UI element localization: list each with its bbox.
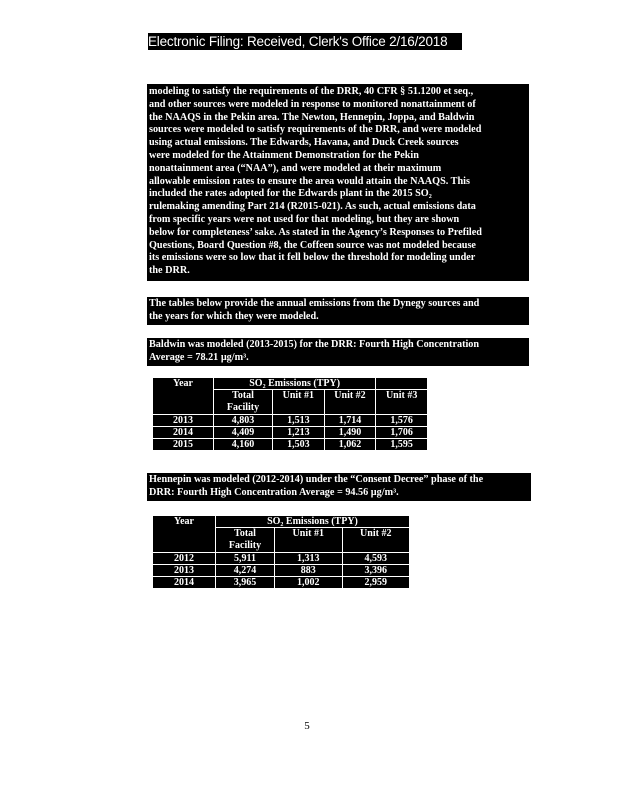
year-header: Year: [153, 378, 214, 415]
text-line: below for completeness’ sake. As stated in the Agency’s Responses to Prefiled: [149, 226, 482, 238]
table-cell: 2014: [153, 427, 214, 439]
table-cell: 1,213: [273, 427, 325, 439]
text-line: nonattainment area (“NAA”), and were modeled at their maximum: [149, 162, 442, 174]
text-line: using actual emissions. The Edwards, Havana, and Duck Creek sources: [149, 137, 459, 149]
table-row: [153, 427, 428, 439]
column-header: Total Facility: [214, 390, 273, 415]
table-cell: 2014: [153, 577, 216, 589]
table-cell: 1,062: [324, 439, 376, 451]
text-line: the DRR.: [149, 265, 190, 277]
so2-emissions-header: SO₂ Emissions (TPY): [216, 516, 410, 528]
blank-header-cell: [376, 378, 428, 390]
table-header-row: [153, 516, 410, 528]
text-line: its emissions were so low that it fell below the threshold for modeling under: [149, 252, 476, 264]
table-cell: 1,490: [324, 427, 376, 439]
table-row: [153, 439, 428, 451]
hennepin-emissions-table: [152, 515, 410, 589]
paragraph-tables-intro: [147, 297, 529, 325]
text-line: DRR: Fourth High Concentration Average = 94.56 µg/m³.: [149, 486, 399, 498]
baldwin-emissions-table: [152, 377, 428, 451]
text-line: Baldwin was modeled (2013-2015) for the DRR: Fourth High Concentration: [149, 339, 480, 350]
table-cell: 3,396: [342, 565, 410, 577]
table-cell: 1,313: [275, 553, 343, 565]
year-header: Year: [153, 516, 216, 553]
table-row: [153, 415, 428, 427]
table-cell: 1,513: [273, 415, 325, 427]
table-cell: 2013: [153, 415, 214, 427]
table-cell: 1,576: [376, 415, 428, 427]
text-line: The tables below provide the annual emissions from the Dynegy sources and: [149, 298, 480, 309]
so2-emissions-header: SO₂ Emissions (TPY): [214, 378, 376, 390]
column-header: Total Facility: [216, 528, 275, 553]
text-line: sources were modeled to satisfy requirements of the DRR, and were modeled: [149, 124, 482, 136]
table-cell: 1,714: [324, 415, 376, 427]
text-line: the NAAQS in the Pekin area. The Newton, Hennepin, Joppa, and Baldwin: [149, 111, 475, 123]
hennepin-caption: [147, 473, 531, 501]
table-cell: 1,002: [275, 577, 343, 589]
text-line: allowable emission rates to ensure the area would attain the NAAQS. This: [149, 175, 470, 187]
table-cell: 4,803: [214, 415, 273, 427]
text-line: Average = 78.21 µg/m³.: [149, 351, 249, 363]
table-row: [153, 553, 410, 565]
table-cell: 3,965: [216, 577, 275, 589]
table-cell: 2,959: [342, 577, 410, 589]
page-number: 5: [304, 720, 310, 732]
column-header: Unit #1: [273, 390, 325, 415]
text-line: Questions, Board Question #8, the Coffeen source was not modeled because: [149, 239, 476, 251]
table-header-row: [153, 378, 428, 390]
text-line: Hennepin was modeled (2012-2014) under the “Consent Decree” phase of the: [149, 474, 484, 485]
table-cell: 1,503: [273, 439, 325, 451]
text-line: and other sources were modeled in response to monitored nonattainment of: [149, 98, 476, 110]
table-cell: 4,593: [342, 553, 410, 565]
column-header: Unit #2: [324, 390, 376, 415]
text-line: modeling to satisfy the requirements of the DRR, 40 CFR § 51.1200 et seq.,: [149, 86, 474, 97]
table-row: [153, 565, 410, 577]
text-line: from specific years were not used for that modeling, but they are shown: [149, 213, 460, 225]
table-cell: 4,160: [214, 439, 273, 451]
table-cell: 1,706: [376, 427, 428, 439]
table-cell: 2012: [153, 553, 216, 565]
table-cell: 4,409: [214, 427, 273, 439]
paragraph-modeling-context: [147, 84, 529, 281]
baldwin-caption: [147, 338, 529, 366]
text-line: were modeled for the Attainment Demonstration for the Pekin: [149, 149, 419, 161]
text-line: the years for which they were modeled.: [149, 310, 319, 322]
table-cell: 4,274: [216, 565, 275, 577]
column-header: Unit #1: [275, 528, 343, 553]
table-cell: 2015: [153, 439, 214, 451]
column-header: Unit #2: [342, 528, 410, 553]
text-line: included the rates adopted for the Edwards plant in the 2015 SO₂: [149, 188, 432, 200]
table-cell: 1,595: [376, 439, 428, 451]
electronic-filing-stamp: Electronic Filing: Received, Clerk's Office 2/16/2018: [148, 33, 462, 50]
table-row: [153, 577, 410, 589]
table-cell: 5,911: [216, 553, 275, 565]
table-cell: 883: [275, 565, 343, 577]
table-cell: 2013: [153, 565, 216, 577]
column-header: Unit #3: [376, 390, 428, 415]
text-line: rulemaking amending Part 214 (R2015-021). As such, actual emissions data: [149, 201, 476, 213]
